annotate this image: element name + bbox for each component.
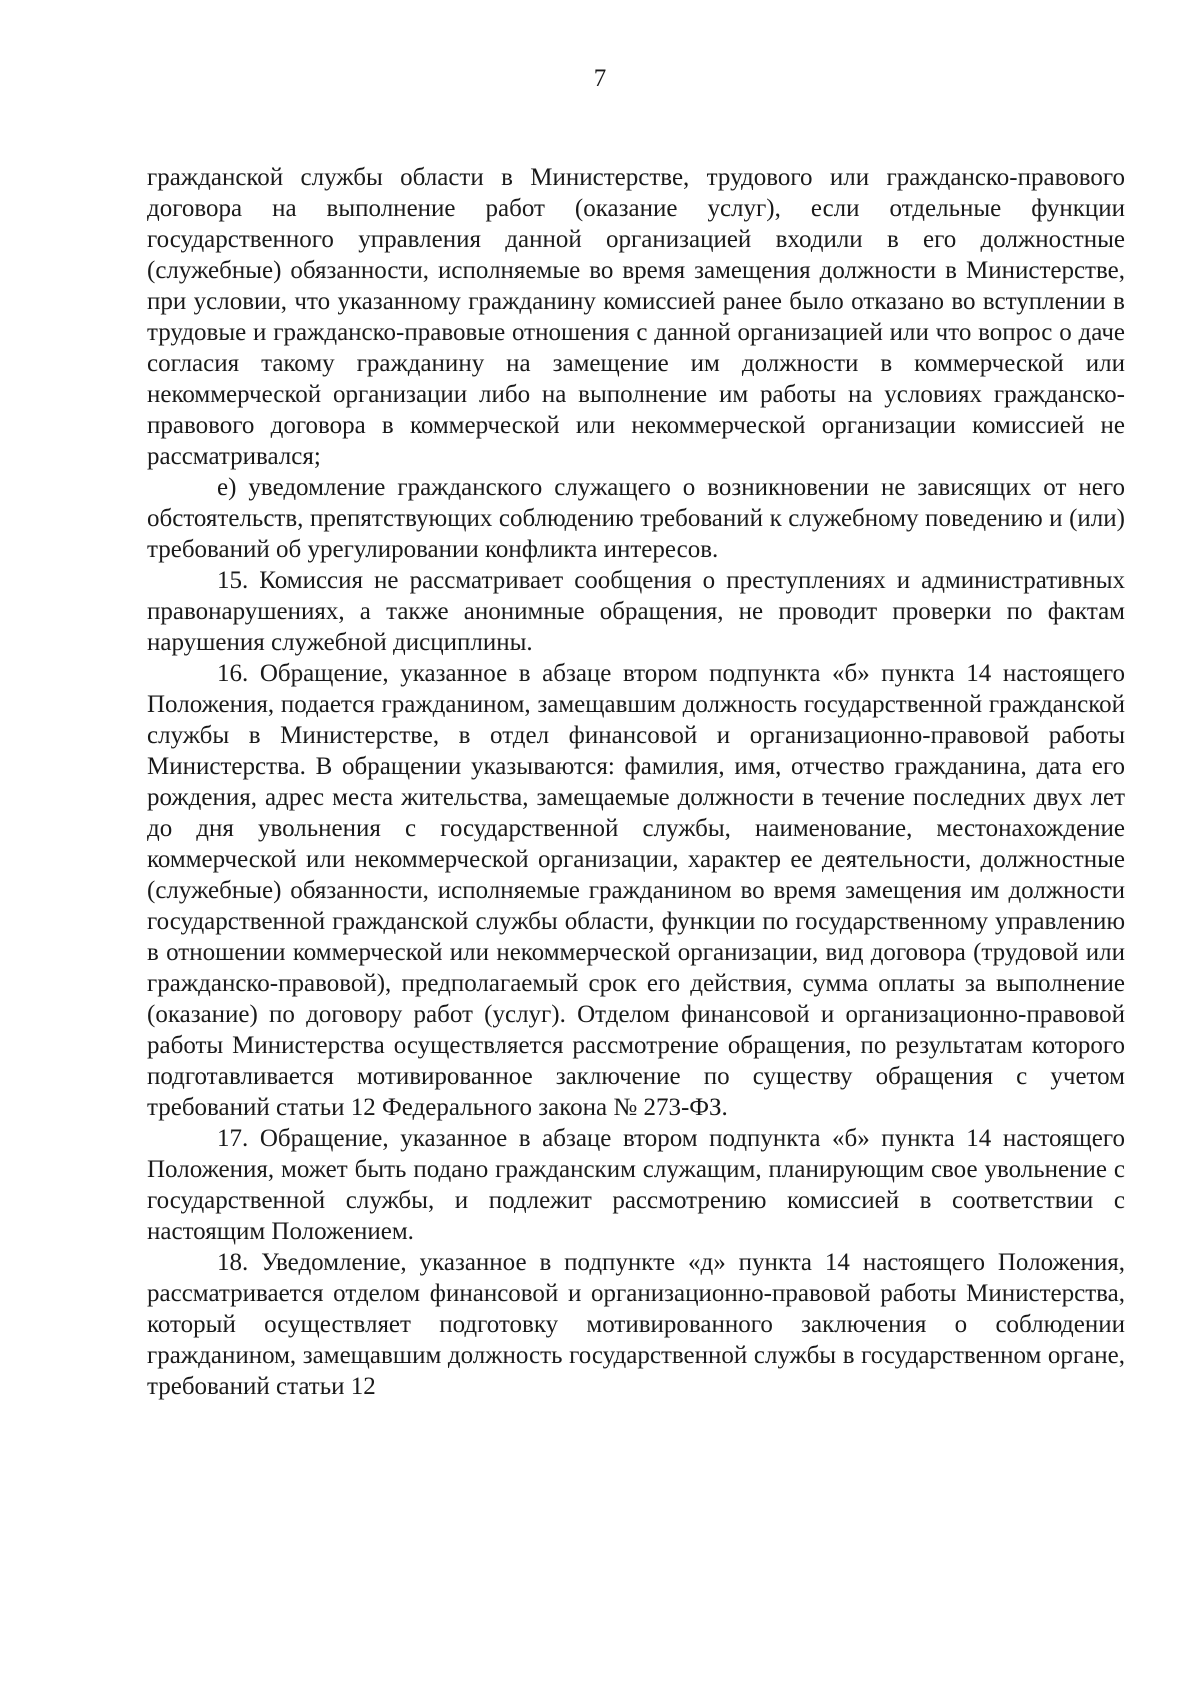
paragraph-item-e: е) уведомление гражданского служащего о возникновении не зависящих от него обстоятельств, препятствующих соблюдению требований к служебному поведению и (или) требований об урегулировании конфликта интересов.	[147, 474, 1125, 563]
paragraph-17: 17. Обращение, указанное в абзаце втором подпункта «б» пункта 14 настоящего Положения, может быть подано гражданским служащим, планирующим свое увольнение с государственной службы, и подлежит рассмотрению комиссией в соответствии с настоящим Положением.	[147, 1125, 1125, 1245]
document-body	[147, 162, 1125, 1402]
paragraph-15: 15. Комиссия не рассматривает сообщения о преступлениях и административных правонарушениях, а также анонимные обращения, не проводит проверки по фактам нарушения служебной дисциплины.	[147, 567, 1125, 656]
page-number: 7	[593, 65, 607, 92]
paragraph-16: 16. Обращение, указанное в абзаце втором подпункта «б» пункта 14 настоящего Положения, подается гражданином, замещавшим должность государственной гражданской службы в Министерстве, в отдел финансовой и организационно-правовой работы Министерства. В обращении указываются: фамилия, имя, отчество гражданина, дата его рождения, адрес места жительства, замещаемые должности в течение последних двух лет до дня увольнения с государственной службы, наименование, местонахождение коммерческой или некоммерческой организации, характер ее деятельности, должностные (служебные) обязанности, исполняемые гражданином во время замещения им должности государственной гражданской службы области, функции по государственному управлению в отношении коммерческой или некоммерческой организации, вид договора (трудовой или гражданско-правовой), предполагаемый срок его действия, сумма оплаты за выполнение (оказание) по договору работ (услуг). Отделом финансовой и организационно-правовой работы Министерства осуществляется рассмотрение обращения, по результатам которого подготавливается мотивированное заключение по существу обращения с учетом требований статьи 12 Федерального закона № 273-ФЗ.	[147, 660, 1125, 1121]
paragraph-continuation: гражданской службы области в Министерстве, трудового или гражданско-правового договора на выполнение работ (оказание услуг), если отдельные функции государственного управления данной организацией входили в его должностные (служебные) обязанности, исполняемые во время замещения должности в Министерстве, при условии, что указанному гражданину комиссией ранее было отказано во вступлении в трудовые и гражданско-правовые отношения с данной организацией или что вопрос о даче согласия такому гражданину на замещение им должности в коммерческой или некоммерческой организации либо на выполнение им работы на условиях гражданско-правового договора в коммерческой или некоммерческой организации комиссией не рассматривался;	[147, 164, 1125, 470]
paragraph-18: 18. Уведомление, указанное в подпункте «д» пункта 14 настоящего Положения, рассматривается отделом финансовой и организационно-правовой работы Министерства, который осуществляет подготовку мотивированного заключения о соблюдении гражданином, замещавшим должность государственной службы в государственном органе, требований статьи 12	[147, 1249, 1125, 1400]
